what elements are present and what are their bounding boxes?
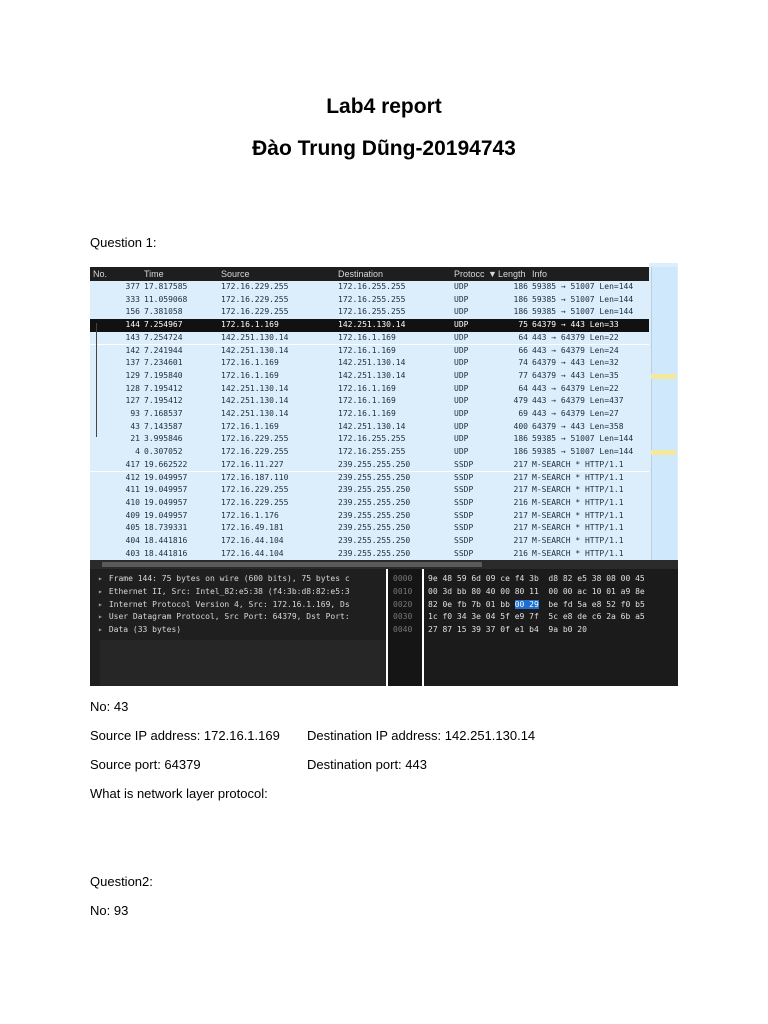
packet-cell-info: 59385 → 51007 Len=144 xyxy=(532,282,634,291)
packet-cell-dst: 172.16.1.169 xyxy=(338,345,396,355)
expand-triangle-icon[interactable]: ▸ xyxy=(98,612,103,622)
packet-cell-info: M-SEARCH * HTTP/1.1 xyxy=(532,459,624,469)
packet-cell-len: 77 xyxy=(518,370,528,380)
packet-cell-info: M-SEARCH * HTTP/1.1 xyxy=(532,472,624,482)
packet-row[interactable] xyxy=(90,408,649,421)
hex-offset: 0020 xyxy=(393,599,413,609)
hex-text: 82 0e fb 7b 01 bb xyxy=(428,599,515,609)
hex-text: be fd 5a e8 52 f0 b5 xyxy=(538,599,645,609)
packet-cell-no: 412 xyxy=(125,472,140,482)
scroll-marker xyxy=(651,450,676,455)
packet-cell-proto: SSDP xyxy=(454,536,474,545)
packet-cell-time: 7.195412 xyxy=(144,396,183,406)
detail-tree-item[interactable] xyxy=(98,624,384,636)
packet-cell-time: 17.817585 xyxy=(144,282,188,291)
packet-cell-info: 443 → 64379 Len=22 xyxy=(532,383,619,393)
packet-cell-dst: 239.255.255.250 xyxy=(338,485,411,495)
packet-cell-time: 7.241944 xyxy=(144,345,183,355)
packet-cell-dst: 172.16.255.255 xyxy=(338,434,406,444)
hex-text: 00 3d bb 80 40 00 80 11 00 00 ac 10 01 a9 8e xyxy=(428,586,645,596)
packet-row[interactable] xyxy=(90,345,649,358)
packet-cell-proto: UDP xyxy=(454,320,469,330)
packet-row[interactable] xyxy=(90,446,649,459)
packet-cell-proto: UDP xyxy=(454,409,469,418)
packet-cell-time: 7.381058 xyxy=(144,307,183,317)
packet-cell-time: 7.195412 xyxy=(144,383,183,393)
packet-cell-len: 479 xyxy=(513,396,528,406)
detail-tree-item[interactable] xyxy=(98,599,384,611)
packet-row[interactable] xyxy=(90,370,649,383)
scrollbar-track[interactable] xyxy=(651,267,677,567)
detail-text: User Datagram Protocol, Src Port: 64379, Dst Port: xyxy=(108,612,350,622)
packet-cell-proto: UDP xyxy=(454,421,469,431)
packet-cell-proto: UDP xyxy=(454,370,469,380)
packet-cell-dst: 239.255.255.250 xyxy=(338,497,411,507)
hex-highlight: 00 29 xyxy=(514,599,539,609)
packet-cell-time: 11.059068 xyxy=(144,294,188,304)
packet-cell-len: 74 xyxy=(518,358,528,368)
scroll-marker xyxy=(651,374,676,379)
packet-cell-info: M-SEARCH * HTTP/1.1 xyxy=(532,485,624,495)
expand-triangle-icon[interactable]: ▸ xyxy=(98,586,103,596)
packet-cell-dst: 142.251.130.14 xyxy=(338,421,406,431)
packet-list-scrollbar[interactable] xyxy=(649,263,678,568)
packet-cell-time: 19.049957 xyxy=(144,472,188,482)
packet-cell-src: 172.16.49.181 xyxy=(221,523,284,533)
packet-cell-dst: 142.251.130.14 xyxy=(338,320,406,330)
hex-offset: 0010 xyxy=(393,586,413,596)
horizontal-scrollbar[interactable] xyxy=(90,560,678,569)
hex-offsets-column xyxy=(388,569,422,686)
packet-cell-no: 403 xyxy=(125,548,140,558)
packet-row[interactable] xyxy=(90,433,649,446)
packet-cell-src: 172.16.229.255 xyxy=(221,485,289,495)
packet-cell-time: 0.307052 xyxy=(144,447,183,457)
packet-cell-proto: UDP xyxy=(454,307,469,317)
packet-cell-src: 172.16.1.169 xyxy=(221,320,279,330)
detail-tree-item[interactable] xyxy=(98,586,384,598)
packet-cell-len: 186 xyxy=(513,434,528,444)
packet-cell-dst: 172.16.1.169 xyxy=(338,409,396,418)
packet-cell-info: 59385 → 51007 Len=144 xyxy=(532,307,634,317)
packet-cell-dst: 239.255.255.250 xyxy=(338,536,411,545)
packet-cell-len: 400 xyxy=(513,421,528,431)
packet-cell-proto: UDP xyxy=(454,434,469,444)
packet-cell-len: 64 xyxy=(518,332,528,342)
packet-cell-info: M-SEARCH * HTTP/1.1 xyxy=(532,497,624,507)
packet-cell-src: 172.16.1.169 xyxy=(221,358,279,368)
packet-cell-info: 59385 → 51007 Len=144 xyxy=(532,294,634,304)
packet-cell-info: 443 → 64379 Len=27 xyxy=(532,409,619,418)
packet-cell-info: M-SEARCH * HTTP/1.1 xyxy=(532,536,624,545)
packet-cell-no: 156 xyxy=(125,307,140,317)
packet-cell-len: 217 xyxy=(513,472,528,482)
packet-cell-time: 3.995846 xyxy=(144,434,183,444)
col-header-info[interactable]: Info xyxy=(532,269,548,279)
packet-cell-proto: SSDP xyxy=(454,497,474,507)
col-header-destination[interactable]: Destination xyxy=(338,269,384,279)
packet-cell-src: 172.16.1.169 xyxy=(221,370,279,380)
packet-cell-no: 127 xyxy=(125,396,140,406)
packet-details-pane[interactable] xyxy=(90,569,386,686)
packet-cell-info: 64379 → 443 Len=358 xyxy=(532,421,624,431)
hex-offset: 0040 xyxy=(393,625,413,635)
document-title: Lab4 report xyxy=(326,95,442,118)
packet-row[interactable] xyxy=(90,281,649,294)
packet-cell-proto: UDP xyxy=(454,345,469,355)
packet-cell-no: 404 xyxy=(125,536,140,545)
packet-cell-len: 69 xyxy=(518,409,528,418)
packet-cell-dst: 142.251.130.14 xyxy=(338,370,406,380)
packet-row[interactable] xyxy=(90,294,649,307)
packet-cell-proto: UDP xyxy=(454,294,469,304)
packet-cell-no: 142 xyxy=(125,345,140,355)
packet-cell-src: 142.251.130.14 xyxy=(221,332,289,342)
answer2-no: No: 93 xyxy=(90,903,129,918)
packet-cell-proto: UDP xyxy=(454,383,469,393)
packet-cell-no: 417 xyxy=(125,459,140,469)
hex-bytes-pane[interactable] xyxy=(424,569,678,686)
hex-offset: 0000 xyxy=(393,574,413,583)
packet-cell-src: 172.16.11.227 xyxy=(221,459,284,469)
detail-text: Data (33 bytes) xyxy=(108,625,182,635)
hex-line xyxy=(428,624,587,636)
packet-cell-time: 7.195840 xyxy=(144,370,183,380)
packet-cell-time: 7.168537 xyxy=(144,409,183,418)
packet-cell-dst: 172.16.1.169 xyxy=(338,332,396,342)
packet-cell-proto: SSDP xyxy=(454,472,474,482)
packet-row[interactable] xyxy=(90,319,649,332)
answer-source-ip: Source IP address: 172.16.1.169 xyxy=(90,728,280,743)
packet-cell-dst: 239.255.255.250 xyxy=(338,472,411,482)
packet-cell-time: 7.143587 xyxy=(144,421,183,431)
packet-cell-proto: SSDP xyxy=(454,510,474,520)
packet-cell-dst: 239.255.255.250 xyxy=(338,510,411,520)
packet-cell-no: 4 xyxy=(135,447,140,457)
expand-triangle-icon[interactable]: ▸ xyxy=(98,574,103,583)
packet-cell-time: 19.049957 xyxy=(144,485,188,495)
packet-cell-len: 75 xyxy=(518,320,528,330)
packet-cell-no: 137 xyxy=(125,358,140,368)
col-header-source[interactable]: Source xyxy=(221,269,250,279)
packet-cell-proto: SSDP xyxy=(454,523,474,533)
hex-text: 9e 48 59 6d 09 ce f4 3b d8 82 e5 38 08 00 45 xyxy=(428,574,645,583)
network-layer-question: What is network layer protocol: xyxy=(90,786,268,801)
col-header-protocol[interactable]: Protocc xyxy=(454,269,485,279)
packet-row[interactable] xyxy=(90,421,649,434)
detail-text: Frame 144: 75 bytes on wire (600 bits), 75 bytes c xyxy=(108,574,350,583)
packet-row[interactable] xyxy=(90,332,649,345)
packet-cell-src: 172.16.229.255 xyxy=(221,497,289,507)
hex-line xyxy=(428,573,645,585)
packet-cell-time: 19.049957 xyxy=(144,510,188,520)
packet-cell-src: 172.16.187.110 xyxy=(221,472,289,482)
packet-cell-src: 172.16.229.255 xyxy=(221,282,289,291)
packet-cell-src: 142.251.130.14 xyxy=(221,345,289,355)
packet-cell-proto: SSDP xyxy=(454,548,474,558)
detail-text: Internet Protocol Version 4, Src: 172.16.1.169, Ds xyxy=(108,599,350,609)
packet-cell-info: 443 → 64379 Len=24 xyxy=(532,345,619,355)
packet-cell-time: 19.049957 xyxy=(144,497,188,507)
packet-cell-time: 7.254724 xyxy=(144,332,183,342)
packet-row[interactable] xyxy=(90,522,649,535)
packet-cell-dst: 172.16.255.255 xyxy=(338,282,406,291)
details-empty-area xyxy=(100,640,386,686)
packet-cell-len: 186 xyxy=(513,447,528,457)
packet-cell-no: 409 xyxy=(125,510,140,520)
packet-cell-src: 172.16.229.255 xyxy=(221,447,289,457)
packet-cell-dst: 239.255.255.250 xyxy=(338,459,411,469)
packet-cell-no: 377 xyxy=(125,282,140,291)
hex-line xyxy=(428,586,645,598)
packet-cell-time: 18.441816 xyxy=(144,536,188,545)
packet-row[interactable] xyxy=(90,548,649,561)
answer-destination-ip: Destination IP address: 142.251.130.14 xyxy=(307,728,536,743)
packet-row[interactable] xyxy=(90,306,649,319)
packet-cell-info: 443 → 64379 Len=22 xyxy=(532,332,619,342)
packet-cell-info: M-SEARCH * HTTP/1.1 xyxy=(532,510,624,520)
col-header-no[interactable]: No. xyxy=(93,269,108,279)
packet-cell-dst: 172.16.1.169 xyxy=(338,396,396,406)
packet-cell-dst: 239.255.255.250 xyxy=(338,523,411,533)
packet-cell-info: 59385 → 51007 Len=144 xyxy=(532,447,634,457)
packet-cell-dst: 239.255.255.250 xyxy=(338,548,411,558)
packet-cell-info: M-SEARCH * HTTP/1.1 xyxy=(532,523,624,533)
packet-cell-time: 18.739331 xyxy=(144,523,188,533)
question1-label: Question 1: xyxy=(90,235,157,250)
packet-cell-len: 217 xyxy=(513,536,528,545)
col-header-time[interactable]: Time xyxy=(144,269,164,279)
packet-cell-src: 172.16.229.255 xyxy=(221,307,289,317)
packet-cell-len: 217 xyxy=(513,459,528,469)
packet-cell-info: 64379 → 443 Len=32 xyxy=(532,358,619,368)
packet-row[interactable] xyxy=(90,383,649,396)
packet-cell-time: 7.234601 xyxy=(144,358,183,368)
packet-cell-src: 172.16.1.169 xyxy=(221,421,279,431)
packet-cell-src: 172.16.229.255 xyxy=(221,434,289,444)
packet-cell-len: 186 xyxy=(513,282,528,291)
packet-row[interactable] xyxy=(90,459,649,472)
horizontal-scroll-thumb[interactable] xyxy=(102,562,482,567)
packet-cell-proto: UDP xyxy=(454,282,469,291)
packet-cell-len: 64 xyxy=(518,383,528,393)
packet-cell-dst: 172.16.255.255 xyxy=(338,294,406,304)
packet-row[interactable] xyxy=(90,357,649,370)
packet-cell-time: 7.254967 xyxy=(144,320,183,330)
packet-cell-len: 217 xyxy=(513,523,528,533)
packet-cell-src: 172.16.229.255 xyxy=(221,294,289,304)
packet-cell-no: 144 xyxy=(125,320,140,330)
packet-cell-no: 411 xyxy=(125,485,140,495)
packet-cell-no: 21 xyxy=(130,434,140,444)
packet-cell-dst: 172.16.1.169 xyxy=(338,383,396,393)
expand-triangle-icon[interactable]: ▸ xyxy=(98,625,103,635)
packet-list-header xyxy=(90,267,649,281)
packet-cell-len: 217 xyxy=(513,485,528,495)
packet-cell-proto: SSDP xyxy=(454,485,474,495)
packet-cell-proto: UDP xyxy=(454,447,469,457)
answer-destination-port: Destination port: 443 xyxy=(307,757,427,772)
answer-no: No: 43 xyxy=(90,699,129,714)
packet-cell-len: 216 xyxy=(513,548,528,558)
packet-cell-proto: UDP xyxy=(454,396,469,406)
packet-row[interactable] xyxy=(90,535,649,548)
detail-tree-item[interactable] xyxy=(98,611,384,623)
packet-cell-info: 64379 → 443 Len=33 xyxy=(532,320,619,330)
packet-cell-no: 405 xyxy=(125,523,140,533)
packet-cell-no: 129 xyxy=(125,370,140,380)
packet-cell-src: 172.16.44.104 xyxy=(221,536,284,545)
packet-row[interactable] xyxy=(90,395,649,408)
packet-cell-len: 66 xyxy=(518,345,528,355)
hex-offset: 0030 xyxy=(393,612,413,622)
sort-arrow-icon: ▼ xyxy=(488,269,497,279)
conversation-bracket-icon xyxy=(96,323,97,437)
packet-cell-dst: 172.16.255.255 xyxy=(338,447,406,457)
packet-cell-src: 142.251.130.14 xyxy=(221,409,289,418)
packet-row[interactable] xyxy=(90,484,649,497)
detail-text: Ethernet II, Src: Intel_82:e5:38 (f4:3b:d8:82:e5:3 xyxy=(108,586,350,596)
col-header-length[interactable]: Length xyxy=(498,269,526,279)
hex-text: 1c f0 34 3e 04 5f e9 7f 5c e8 de c6 2a 6b a5 xyxy=(428,612,645,622)
packet-cell-time: 19.662522 xyxy=(144,459,188,469)
packet-cell-src: 172.16.1.176 xyxy=(221,510,279,520)
document-author: Đào Trung Dũng-20194743 xyxy=(252,137,516,160)
packet-cell-no: 333 xyxy=(125,294,140,304)
expand-triangle-icon[interactable]: ▸ xyxy=(98,599,103,609)
question2-label: Question2: xyxy=(90,874,153,889)
answer-source-port: Source port: 64379 xyxy=(90,757,201,772)
packet-cell-src: 142.251.130.14 xyxy=(221,396,289,406)
packet-cell-no: 410 xyxy=(125,497,140,507)
packet-cell-info: 64379 → 443 Len=35 xyxy=(532,370,619,380)
packet-cell-info: 59385 → 51007 Len=144 xyxy=(532,434,634,444)
packet-cell-dst: 142.251.130.14 xyxy=(338,358,406,368)
wireshark-screenshot xyxy=(90,263,678,686)
packet-row[interactable] xyxy=(90,510,649,523)
packet-cell-proto: SSDP xyxy=(454,459,474,469)
packet-cell-no: 43 xyxy=(130,421,140,431)
packet-cell-len: 216 xyxy=(513,497,528,507)
packet-cell-dst: 172.16.255.255 xyxy=(338,307,406,317)
packet-cell-time: 18.441816 xyxy=(144,548,188,558)
detail-tree-item[interactable] xyxy=(98,573,384,585)
packet-row[interactable] xyxy=(90,497,649,510)
packet-cell-len: 186 xyxy=(513,307,528,317)
packet-cell-info: M-SEARCH * HTTP/1.1 xyxy=(532,548,624,558)
packet-cell-no: 128 xyxy=(125,383,140,393)
packet-cell-src: 142.251.130.14 xyxy=(221,383,289,393)
packet-cell-src: 172.16.44.104 xyxy=(221,548,284,558)
packet-cell-no: 143 xyxy=(125,332,140,342)
packet-cell-proto: UDP xyxy=(454,358,469,368)
hex-line xyxy=(428,611,645,623)
packet-cell-info: 443 → 64379 Len=437 xyxy=(532,396,624,406)
packet-cell-len: 186 xyxy=(513,294,528,304)
hex-line xyxy=(428,599,645,611)
packet-cell-proto: UDP xyxy=(454,332,469,342)
hex-text: 27 87 15 39 37 0f e1 b4 9a b0 20 xyxy=(428,625,587,635)
packet-row[interactable] xyxy=(90,472,649,485)
packet-cell-no: 93 xyxy=(130,409,140,418)
packet-cell-len: 217 xyxy=(513,510,528,520)
